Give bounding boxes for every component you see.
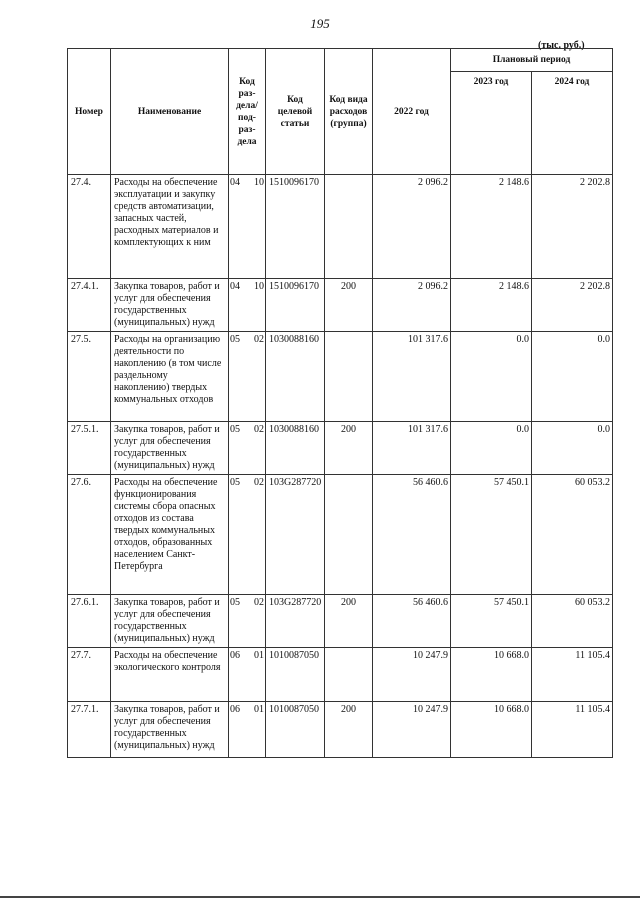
row-number: 27.4.1. <box>68 279 111 332</box>
row-number: 27.5.1. <box>68 422 111 475</box>
table-row <box>68 175 613 279</box>
row-expense-type: 200 <box>325 595 373 648</box>
row-value-2022: 101 317.6 <box>373 332 451 422</box>
row-section: 05 <box>230 334 240 345</box>
row-value-2022: 56 460.6 <box>373 595 451 648</box>
row-value-2024: 60 053.2 <box>532 595 613 648</box>
row-section-code <box>229 595 266 648</box>
row-name: Расходы на организацию деятельности по накоплению (в том числе раздельному накоплению) твердых коммунальных отходов <box>111 332 229 422</box>
table-row <box>68 595 613 648</box>
row-name: Закупка товаров, работ и услуг для обеспечения государственных (муниципальных) нужд <box>111 595 229 648</box>
table-row <box>68 475 613 595</box>
units-label: (тыс. руб.) <box>538 40 585 51</box>
row-number: 27.7. <box>68 648 111 702</box>
row-name: Закупка товаров, работ и услуг для обеспечения государственных (муниципальных) нужд <box>111 279 229 332</box>
row-target-code: 103G287720 <box>266 475 325 595</box>
row-section-code <box>229 475 266 595</box>
row-section: 06 <box>230 704 240 715</box>
row-expense-type <box>325 175 373 279</box>
row-number: 27.6. <box>68 475 111 595</box>
row-target-code: 1010087050 <box>266 702 325 758</box>
row-subsection: 01 <box>254 650 264 661</box>
header-name: Наименование <box>111 49 229 175</box>
row-value-2022: 101 317.6 <box>373 422 451 475</box>
row-section-code <box>229 422 266 475</box>
row-section: 06 <box>230 650 240 661</box>
row-name: Расходы на обеспечение функционирования системы сбора опасных отходов из состава твердых коммунальных отходов, образованных населением Санкт-Петербурга <box>111 475 229 595</box>
row-subsection: 02 <box>254 424 264 435</box>
row-subsection: 10 <box>254 177 264 188</box>
row-value-2023: 57 450.1 <box>451 595 532 648</box>
row-expense-type <box>325 475 373 595</box>
row-value-2023: 2 148.6 <box>451 175 532 279</box>
row-expense-type <box>325 648 373 702</box>
row-target-code: 1030088160 <box>266 422 325 475</box>
row-expense-type: 200 <box>325 279 373 332</box>
row-section: 05 <box>230 597 240 608</box>
header-expense-type: Код вида расходов (группа) <box>325 49 373 175</box>
row-name: Расходы на обеспечение экологического контроля <box>111 648 229 702</box>
row-section: 05 <box>230 477 240 488</box>
row-subsection: 02 <box>254 334 264 345</box>
row-value-2022: 10 247.9 <box>373 648 451 702</box>
row-value-2024: 0.0 <box>532 332 613 422</box>
table-row <box>68 702 613 758</box>
row-value-2024: 11 105.4 <box>532 702 613 758</box>
row-value-2023: 10 668.0 <box>451 702 532 758</box>
header-target: Код целевой статьи <box>266 49 325 175</box>
header-2023: 2023 год <box>451 72 532 175</box>
row-section-code <box>229 648 266 702</box>
row-number: 27.4. <box>68 175 111 279</box>
row-value-2024: 2 202.8 <box>532 175 613 279</box>
row-target-code: 1510096170 <box>266 279 325 332</box>
header-2024: 2024 год <box>532 72 613 175</box>
header-section: Код раз-дела/ под-раз-дела <box>229 49 266 175</box>
header-number: Номер <box>68 49 111 175</box>
row-value-2023: 10 668.0 <box>451 648 532 702</box>
row-expense-type: 200 <box>325 702 373 758</box>
row-value-2023: 0.0 <box>451 422 532 475</box>
row-section: 04 <box>230 281 240 292</box>
row-value-2023: 57 450.1 <box>451 475 532 595</box>
row-target-code: 103G287720 <box>266 595 325 648</box>
row-subsection: 01 <box>254 704 264 715</box>
footer-divider <box>0 896 640 898</box>
budget-table <box>67 48 613 758</box>
row-expense-type: 200 <box>325 422 373 475</box>
header-planned-period: Плановый период <box>451 49 613 72</box>
table-row <box>68 648 613 702</box>
row-section-code <box>229 702 266 758</box>
row-value-2024: 60 053.2 <box>532 475 613 595</box>
row-subsection: 10 <box>254 281 264 292</box>
row-value-2023: 0.0 <box>451 332 532 422</box>
row-number: 27.7.1. <box>68 702 111 758</box>
row-value-2022: 2 096.2 <box>373 279 451 332</box>
row-name: Расходы на обеспечение эксплуатации и закупку средств автоматизации, запасных частей, расходных материалов и комплектующих к ним <box>111 175 229 279</box>
row-target-code: 1030088160 <box>266 332 325 422</box>
row-number: 27.5. <box>68 332 111 422</box>
table-row <box>68 422 613 475</box>
table-row <box>68 279 613 332</box>
row-number: 27.6.1. <box>68 595 111 648</box>
row-section-code <box>229 279 266 332</box>
row-value-2024: 2 202.8 <box>532 279 613 332</box>
row-name: Закупка товаров, работ и услуг для обеспечения государственных (муниципальных) нужд <box>111 422 229 475</box>
row-value-2024: 0.0 <box>532 422 613 475</box>
row-section-code <box>229 332 266 422</box>
row-expense-type <box>325 332 373 422</box>
row-value-2022: 56 460.6 <box>373 475 451 595</box>
row-value-2022: 2 096.2 <box>373 175 451 279</box>
row-value-2023: 2 148.6 <box>451 279 532 332</box>
page-number: 195 <box>310 16 330 31</box>
row-target-code: 1010087050 <box>266 648 325 702</box>
row-section-code <box>229 175 266 279</box>
table-row <box>68 332 613 422</box>
header-2022: 2022 год <box>373 49 451 175</box>
row-subsection: 02 <box>254 597 264 608</box>
row-value-2022: 10 247.9 <box>373 702 451 758</box>
row-subsection: 02 <box>254 477 264 488</box>
row-value-2024: 11 105.4 <box>532 648 613 702</box>
row-target-code: 1510096170 <box>266 175 325 279</box>
header-row <box>68 49 613 72</box>
row-section: 05 <box>230 424 240 435</box>
row-name: Закупка товаров, работ и услуг для обеспечения государственных (муниципальных) нужд <box>111 702 229 758</box>
row-section: 04 <box>230 177 240 188</box>
